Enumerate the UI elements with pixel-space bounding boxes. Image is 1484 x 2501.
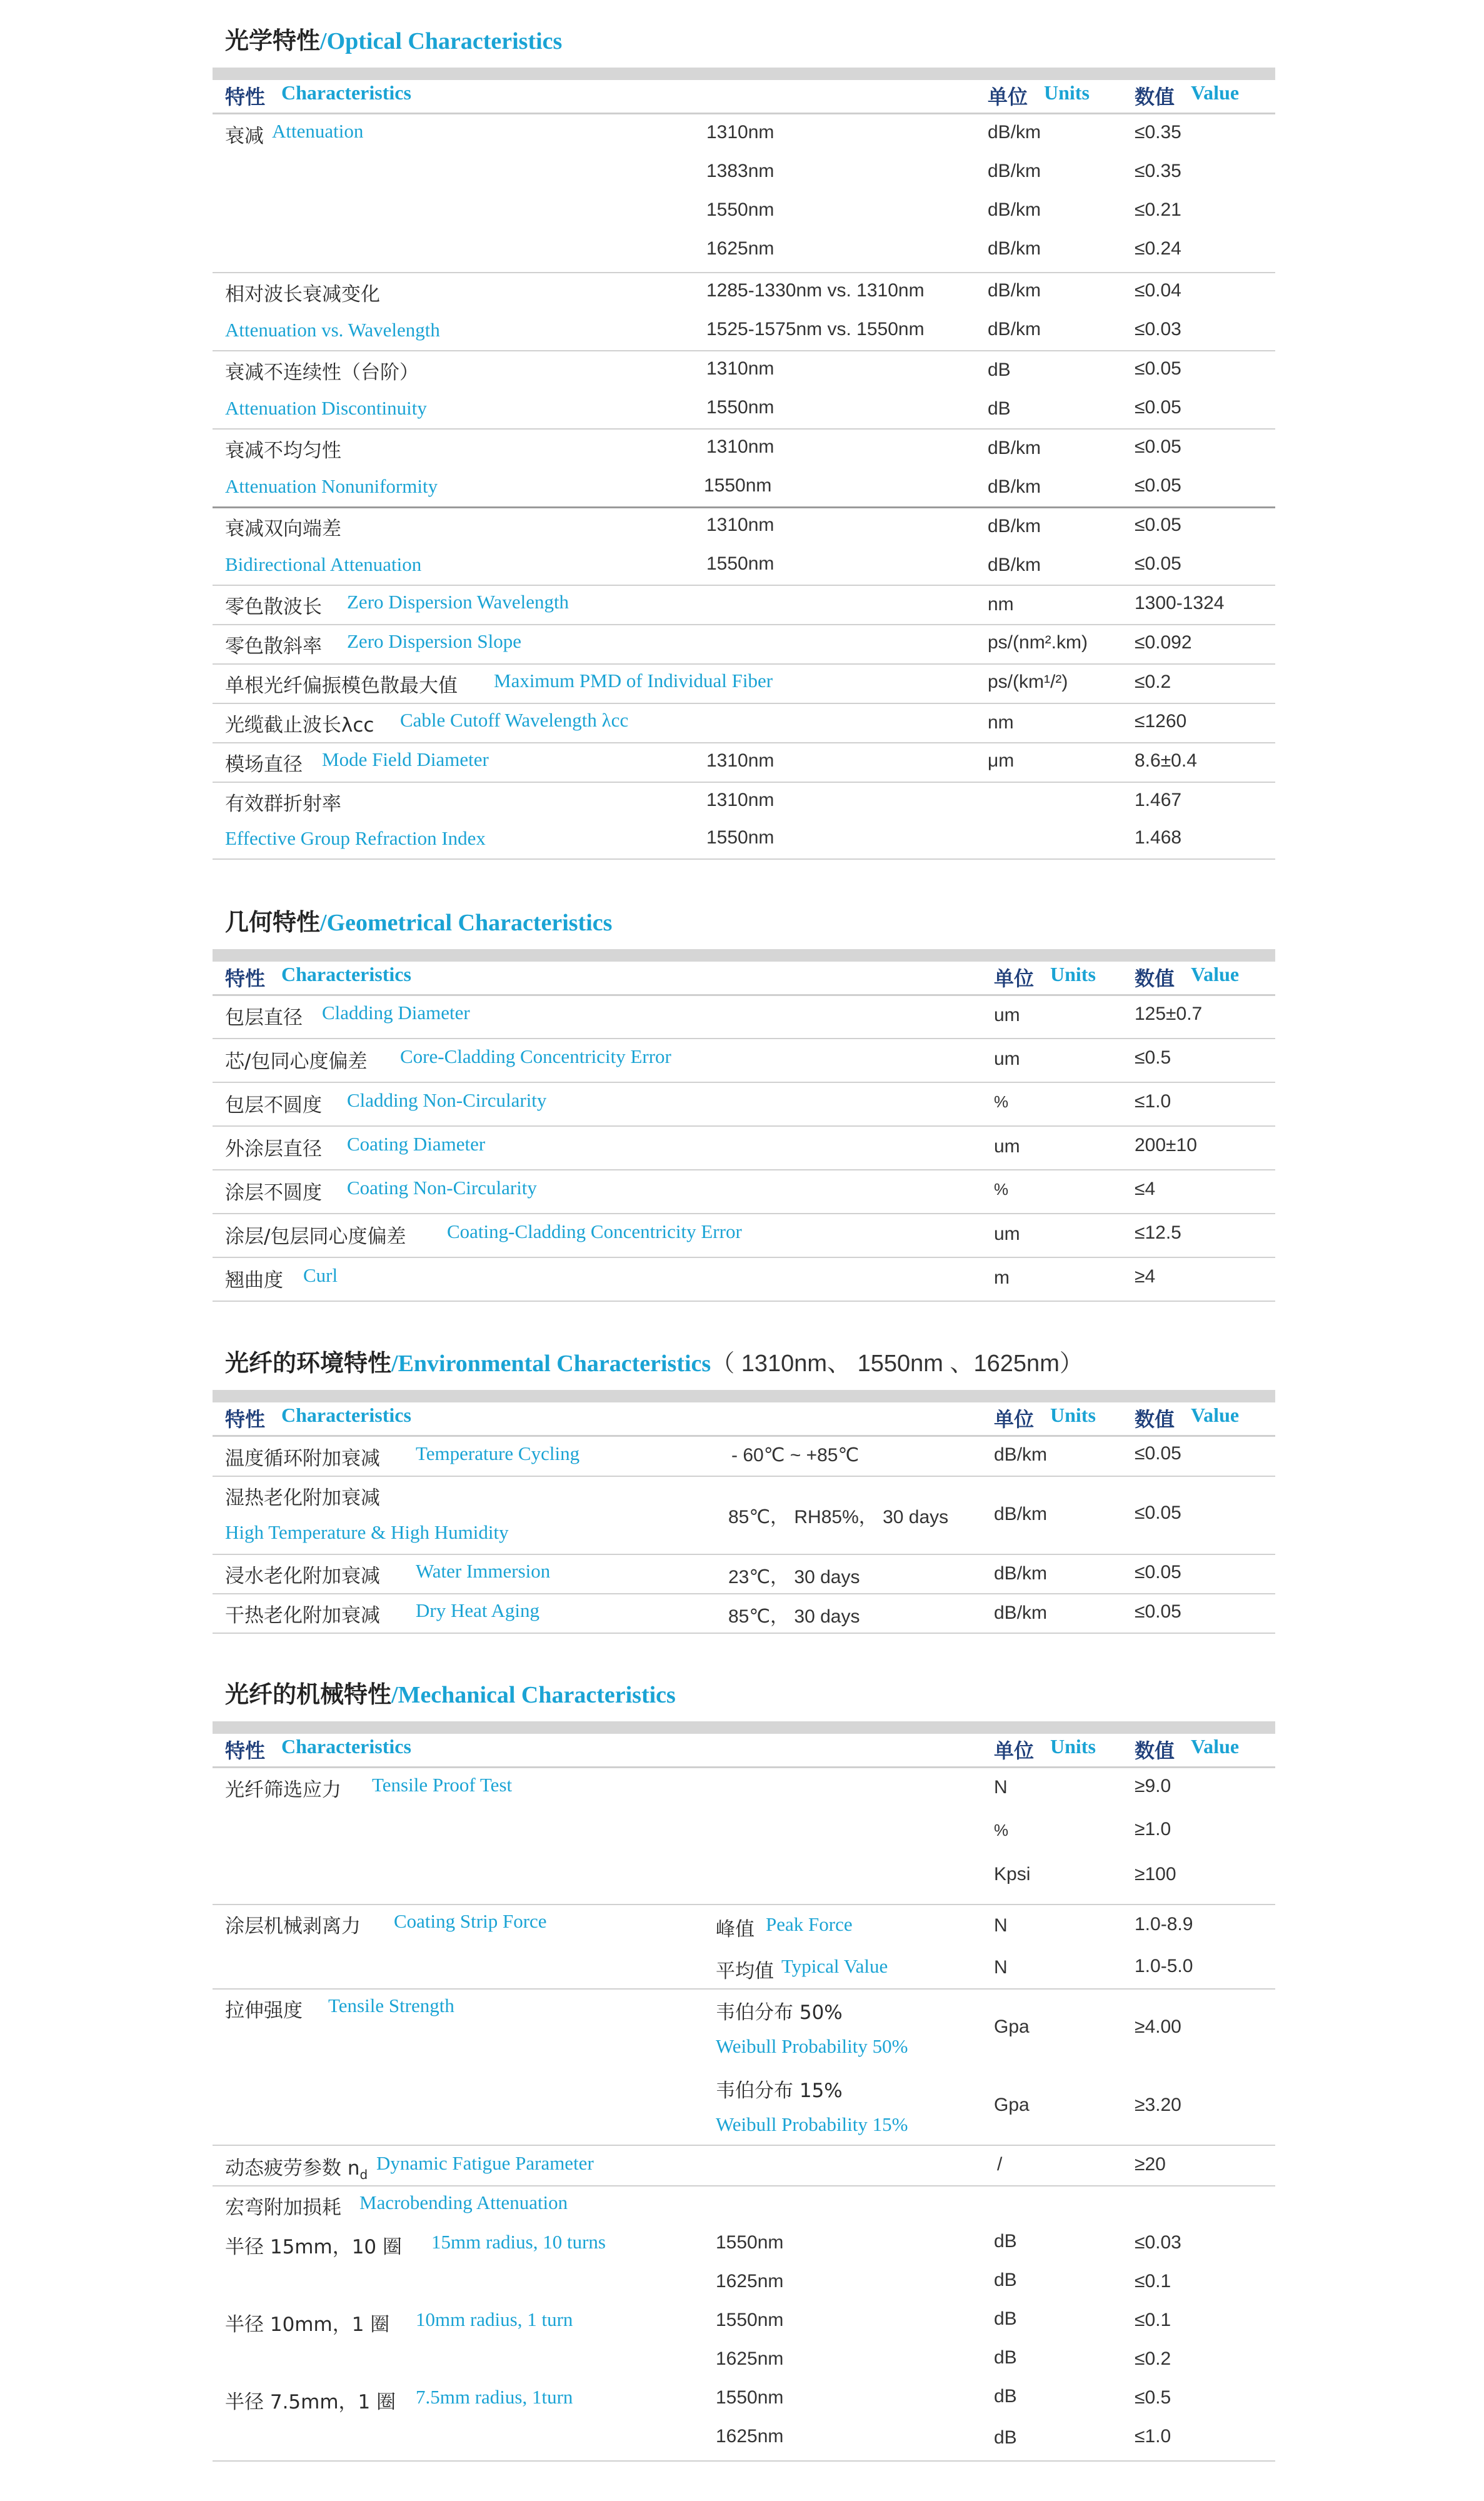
header-char-en: Characteristics	[281, 81, 411, 104]
value: ≤0.05	[1135, 436, 1181, 457]
header-char-en: Characteristics	[281, 1404, 411, 1426]
cond: 23℃， 30 days	[728, 1567, 860, 1588]
cond: 1550nm	[706, 827, 775, 848]
weibull-15-cn: 韦伯分布 15%	[716, 2080, 843, 2102]
row-divider	[213, 350, 1275, 351]
row-label-en: Tensile Strength	[328, 1995, 454, 2016]
row-label-cn: 干热老化附加衰减	[225, 1604, 380, 1627]
geometrical-section	[213, 900, 1275, 1319]
header-char-cn: 特性	[225, 1407, 266, 1431]
value: ≤0.092	[1135, 632, 1192, 653]
unit: /	[997, 2154, 1003, 2175]
typical-cn: 平均值	[716, 1960, 774, 1983]
header-unit-en: Units	[1050, 963, 1096, 985]
row-divider	[213, 742, 1275, 743]
radius-7-5-cn: 半径 7.5mm，1 圈	[225, 2391, 396, 2413]
unit: dB/km	[988, 238, 1041, 259]
cond: 1310nm	[706, 790, 775, 810]
value: ≤0.2	[1135, 672, 1171, 692]
row-label-en: Coating Strip Force	[394, 1910, 547, 1932]
unit: dB	[988, 360, 1011, 380]
row-divider	[213, 1593, 1275, 1594]
row-label-en: Maximum PMD of Individual Fiber	[494, 670, 773, 692]
row-divider	[213, 1554, 1275, 1555]
value: ≤0.04	[1135, 280, 1181, 301]
row-label-en: Coating Diameter	[347, 1133, 486, 1155]
value: ≤0.05	[1135, 1562, 1181, 1583]
value: ≤1.0	[1135, 1091, 1171, 1112]
cond: 1310nm	[706, 436, 775, 457]
unit: nm	[988, 712, 1014, 733]
row-divider	[213, 1125, 1275, 1127]
header-unit-en: Units	[1050, 1404, 1096, 1426]
section-bar	[213, 1721, 1275, 1734]
unit: dB/km	[988, 161, 1041, 181]
row-divider	[213, 624, 1275, 625]
value: ≥4.00	[1135, 2016, 1181, 2037]
row-divider	[213, 1257, 1275, 1258]
row-label-cn: 单根光纤偏振模色散最大值	[225, 675, 458, 697]
row-divider	[213, 1169, 1275, 1170]
unit: dB/km	[988, 476, 1041, 497]
value: ≤0.1	[1135, 2271, 1171, 2292]
unit: nm	[988, 594, 1014, 615]
row-label-cn: 相对波长衰减变化	[225, 283, 380, 306]
value: 1.0-5.0	[1135, 1956, 1193, 1976]
header-char-cn: 特性	[225, 85, 266, 109]
value: ≤0.05	[1135, 553, 1181, 574]
unit: dB/km	[994, 1444, 1048, 1465]
unit: dB	[994, 2386, 1017, 2407]
row-label-en: Macrobending Attenuation	[359, 2192, 568, 2213]
cond: 1383nm	[706, 161, 775, 181]
unit: dB/km	[988, 199, 1041, 220]
row-label-cn: 拉伸强度	[225, 2000, 303, 2022]
header-line	[213, 1435, 1275, 1437]
section-bar	[213, 949, 1275, 962]
row-label-en: Bidirectional Attenuation	[225, 553, 422, 575]
row-divider	[213, 2460, 1275, 2462]
value: ≥1.0	[1135, 1819, 1171, 1839]
row-divider	[213, 858, 1275, 860]
value: ≤0.05	[1135, 397, 1181, 418]
weibull-50-en: Weibull Probability 50%	[716, 2035, 908, 2057]
unit: dB	[994, 2427, 1017, 2448]
unit: dB	[994, 2308, 1017, 2329]
header-unit-en: Units	[1044, 81, 1090, 104]
header-val-en: Value	[1191, 81, 1240, 104]
value: ≥20	[1135, 2154, 1166, 2175]
row-label-en: Dry Heat Aging	[416, 1599, 540, 1621]
row-divider	[213, 663, 1275, 665]
row-label-en: Water Immersion	[416, 1560, 551, 1582]
row-label-en: Attenuation Nonuniformity	[225, 475, 438, 497]
unit: dB/km	[994, 1563, 1048, 1584]
header-val-cn: 数值	[1135, 967, 1175, 990]
unit: dB/km	[988, 122, 1041, 143]
value: ≤0.05	[1135, 1601, 1181, 1622]
unit: Gpa	[994, 2095, 1030, 2115]
row-label-cn: 包层直径	[225, 1007, 303, 1029]
row-label-en: Cladding Diameter	[322, 1002, 470, 1024]
row-label-cn: 湿热老化附加衰减	[225, 1487, 380, 1509]
peak-en: Peak Force	[766, 1913, 853, 1935]
unit: %	[994, 1092, 1009, 1111]
row-divider	[213, 782, 1275, 783]
cond: - 60℃ ~ +85℃	[731, 1445, 860, 1466]
cond: 1625nm	[716, 2426, 784, 2447]
weibull-50-cn: 韦伯分布 50%	[716, 2001, 843, 2024]
unit: dB/km	[988, 319, 1041, 340]
header-val-en: Value	[1191, 1404, 1240, 1426]
value: ≤0.05	[1135, 1443, 1181, 1464]
value: 1300-1324	[1135, 593, 1225, 613]
row-label-cn: 涂层不圆度	[225, 1182, 322, 1204]
row-label-cn: 温度循环附加衰减	[225, 1447, 380, 1470]
row-label-cn: 光纤筛选应力	[225, 1779, 341, 1801]
row-label-cn: 衰减不均匀性	[225, 440, 341, 462]
attenuation-cn: 衰减	[225, 125, 264, 148]
attenuation-en: Attenuation	[272, 120, 364, 142]
value: ≤0.5	[1135, 2387, 1171, 2408]
weibull-15-en: Weibull Probability 15%	[716, 2113, 908, 2135]
value: 200±10	[1135, 1135, 1197, 1155]
cond: 1550nm	[716, 2232, 784, 2253]
row-divider	[213, 2185, 1275, 2186]
row-divider	[213, 1301, 1275, 1302]
unit: m	[994, 1267, 1010, 1288]
value: ≤0.03	[1135, 319, 1181, 340]
value: 125±0.7	[1135, 1004, 1203, 1024]
cond: 1310nm	[706, 122, 775, 143]
unit: ps/(km¹/²)	[988, 672, 1068, 692]
row-divider	[213, 585, 1275, 586]
row-label-en: Tensile Proof Test	[372, 1774, 513, 1796]
row-label-cn: 零色散波长	[225, 596, 322, 618]
row-label-cn: 包层不圆度	[225, 1094, 322, 1117]
cond: 1310nm	[706, 358, 775, 379]
row-label-cn: 涂层/包层同心度偏差	[225, 1225, 406, 1248]
row-label-en: Temperature Cycling	[416, 1442, 580, 1464]
typical-en: Typical Value	[781, 1955, 888, 1977]
radius-7-5-en: 7.5mm radius, 1turn	[416, 2386, 573, 2408]
cond: 1285-1330nm vs. 1310nm	[706, 280, 925, 301]
value: 8.6±0.4	[1135, 750, 1197, 771]
value: ≤0.24	[1135, 238, 1181, 259]
cond: 1310nm	[706, 750, 775, 771]
unit: N	[994, 1915, 1008, 1936]
value: ≤0.21	[1135, 199, 1181, 220]
value: ≤0.35	[1135, 161, 1181, 181]
row-label-en: Attenuation Discontinuity	[225, 397, 427, 419]
value: ≤0.5	[1135, 1047, 1171, 1068]
cond: 1625nm	[706, 238, 775, 259]
row-label-cn: 光缆截止波长λcc	[225, 714, 374, 737]
row-label-en: Mode Field Diameter	[322, 748, 489, 770]
row-divider	[213, 272, 1275, 273]
row-divider	[213, 2145, 1275, 2146]
row-label-en: Zero Dispersion Wavelength	[347, 591, 569, 613]
unit: dB/km	[994, 1504, 1048, 1524]
row-label-cn: 衰减不连续性（台阶）	[225, 361, 419, 384]
unit: N	[994, 1777, 1008, 1798]
unit: dB/km	[994, 1603, 1048, 1623]
header-val-en: Value	[1191, 1735, 1240, 1758]
row-divider	[213, 428, 1275, 430]
radius-10-cn: 半径 10mm，1 圈	[225, 2313, 390, 2336]
value: ≤0.35	[1135, 122, 1181, 143]
header-char-en: Characteristics	[281, 963, 411, 985]
row-label-cn: 衰减双向端差	[225, 518, 341, 540]
unit: dB/km	[988, 516, 1041, 536]
row-label-cn: 宏弯附加损耗	[225, 2197, 341, 2219]
header-unit-en: Units	[1050, 1735, 1096, 1758]
unit: ps/(nm².km)	[988, 632, 1088, 653]
row-divider	[213, 1988, 1275, 1990]
radius-10-en: 10mm radius, 1 turn	[416, 2308, 573, 2330]
row-label-en: Zero Dispersion Slope	[347, 630, 521, 652]
cond: 1625nm	[716, 2348, 784, 2369]
unit: dB/km	[988, 280, 1041, 301]
value: ≤1260	[1135, 711, 1187, 732]
unit: dB	[994, 2347, 1017, 2368]
row-label-en: Cladding Non-Circularity	[347, 1089, 547, 1111]
cond: 85℃， RH85%， 30 days	[728, 1507, 949, 1527]
unit: dB/km	[988, 555, 1041, 575]
radius-15-en: 15mm radius, 10 turns	[431, 2231, 606, 2253]
unit: dB/km	[988, 438, 1041, 458]
cond: 1550nm	[716, 2310, 784, 2330]
value: ≥9.0	[1135, 1776, 1171, 1796]
row-label-en: Coating Non-Circularity	[347, 1177, 537, 1199]
row-label-cn: 浸水老化附加衰减	[225, 1565, 380, 1588]
header-unit-cn: 单位	[994, 1739, 1035, 1763]
row-divider	[213, 1476, 1275, 1477]
value: 1.0-8.9	[1135, 1914, 1193, 1935]
row-label-en: Effective Group Refraction Index	[225, 827, 486, 849]
unit: μm	[988, 750, 1015, 771]
row-label-en: Curl	[303, 1264, 338, 1286]
section-bar	[213, 1390, 1275, 1402]
row-label-en: Attenuation vs. Wavelength	[225, 319, 440, 341]
value: ≤12.5	[1135, 1222, 1181, 1243]
header-unit-cn: 单位	[994, 1407, 1035, 1431]
row-divider	[213, 1213, 1275, 1214]
row-divider	[213, 703, 1275, 704]
cond: 1525-1575nm vs. 1550nm	[706, 319, 925, 340]
row-label-cn: 模场直径	[225, 753, 303, 776]
cond: 85℃， 30 days	[728, 1606, 860, 1627]
geometrical-title: 几何特性/Geometrical Characteristics	[225, 908, 613, 936]
row-divider	[213, 506, 1275, 508]
unit: um	[994, 1005, 1020, 1025]
row-label-cn: 有效群折射率	[225, 793, 341, 815]
header-line	[213, 1766, 1275, 1768]
unit: %	[994, 1821, 1009, 1839]
value: ≥3.20	[1135, 2095, 1181, 2115]
value: ≥4	[1135, 1266, 1156, 1287]
header-val-cn: 数值	[1135, 1407, 1175, 1431]
header-char-cn: 特性	[225, 1739, 266, 1763]
radius-15-cn: 半径 15mm，10 圈	[225, 2236, 402, 2258]
unit: N	[994, 1957, 1008, 1978]
cond: 1625nm	[716, 2271, 784, 2292]
row-label-cn: 翘曲度	[225, 1269, 283, 1292]
unit: %	[994, 1180, 1009, 1199]
value: ≤1.0	[1135, 2426, 1171, 2447]
peak-cn: 峰值	[716, 1918, 755, 1941]
unit: dB	[994, 2270, 1017, 2290]
value: ≤0.05	[1135, 475, 1181, 496]
cond: 1550nm	[706, 199, 775, 220]
cond: 1310nm	[706, 515, 775, 535]
value: ≤0.05	[1135, 515, 1181, 535]
header-unit-cn: 单位	[988, 85, 1028, 109]
optical-section	[213, 19, 1275, 875]
unit: um	[994, 1049, 1020, 1069]
row-divider	[213, 1904, 1275, 1905]
unit: um	[994, 1136, 1020, 1157]
value: ≤0.1	[1135, 2310, 1171, 2330]
value: ≤0.03	[1135, 2232, 1181, 2253]
row-label-cn: 外涂层直径	[225, 1138, 322, 1160]
cond: 1550nm	[716, 2387, 784, 2408]
header-char-en: Characteristics	[281, 1735, 411, 1758]
row-label-cn: 芯/包同心度偏差	[225, 1050, 368, 1073]
row-label-en: Core-Cladding Concentricity Error	[400, 1045, 671, 1067]
optical-title: 光学特性/Optical Characteristics	[225, 27, 563, 54]
unit: dB	[988, 398, 1011, 419]
header-line	[213, 994, 1275, 996]
section-bar	[213, 68, 1275, 80]
row-label-en: Dynamic Fatigue Parameter	[376, 2152, 594, 2174]
value: ≤0.2	[1135, 2348, 1171, 2369]
row-label-cn: 涂层机械剥离力	[225, 1915, 361, 1938]
header-line	[213, 113, 1275, 114]
header-val-en: Value	[1191, 963, 1240, 985]
header-val-cn: 数值	[1135, 85, 1175, 109]
value: ≤0.05	[1135, 1502, 1181, 1523]
header-unit-cn: 单位	[994, 967, 1035, 990]
environmental-title: 光纤的环境特性/Environmental Characteristics（ 1310nm、 1550nm 、1625nm）	[225, 1349, 1083, 1377]
unit: dB	[994, 2231, 1017, 2252]
cond: 1550nm	[706, 397, 775, 418]
header-char-cn: 特性	[225, 967, 266, 990]
header-val-cn: 数值	[1135, 1739, 1175, 1763]
row-label-cn: 动态疲劳参数 $n_d$	[225, 2157, 368, 2183]
unit: Kpsi	[994, 1864, 1031, 1885]
row-label-en: High Temperature & High Humidity	[225, 1521, 509, 1543]
row-divider	[213, 1633, 1275, 1634]
value: 1.467	[1135, 790, 1182, 810]
value: ≤4	[1135, 1179, 1156, 1199]
mechanical-section	[213, 1673, 1275, 2479]
row-divider	[213, 1038, 1275, 1039]
mechanical-title: 光纤的机械特性/Mechanical Characteristics	[225, 1681, 676, 1708]
value: ≥100	[1135, 1864, 1176, 1885]
cond: 1550nm	[706, 553, 775, 574]
value: 1.468	[1135, 827, 1182, 848]
cond: 1550nm	[704, 475, 772, 496]
row-label-cn: 零色散斜率	[225, 635, 322, 658]
row-divider	[213, 1082, 1275, 1083]
unit: um	[994, 1224, 1020, 1244]
unit: Gpa	[994, 2016, 1030, 2037]
row-label-en: Cable Cutoff Wavelength λcc	[400, 709, 629, 731]
environmental-section	[213, 1341, 1275, 1654]
value: ≤0.05	[1135, 358, 1181, 379]
row-label-en: Coating-Cladding Concentricity Error	[447, 1220, 742, 1242]
